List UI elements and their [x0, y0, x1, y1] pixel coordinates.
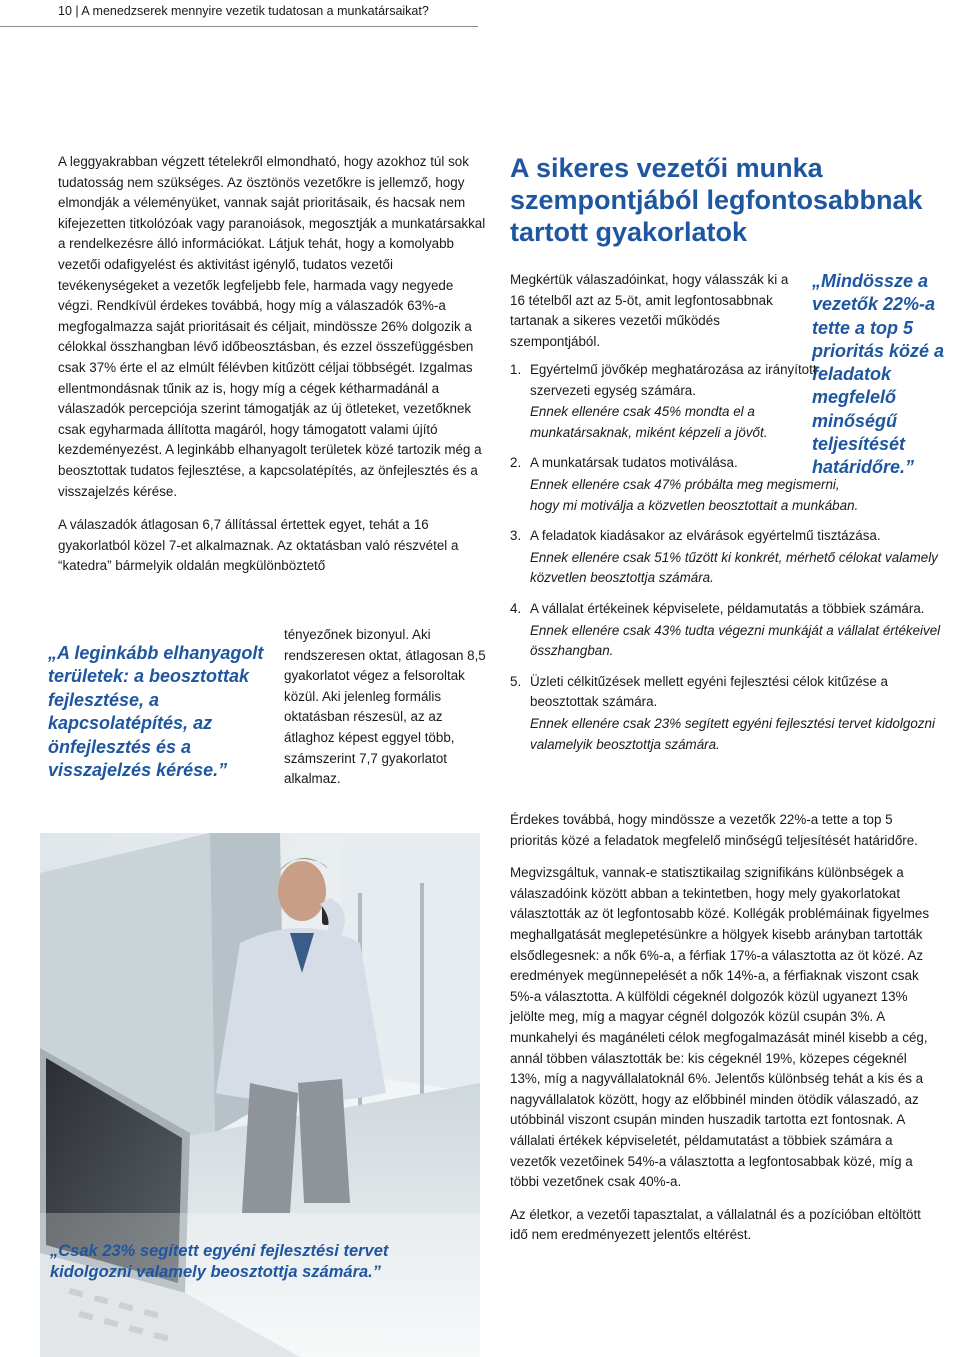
- list-item-number: 1.: [510, 362, 522, 377]
- list-item-note: Ennek ellenére csak 51% tűzött ki konkrét, mérhető célokat valamely közvetlen beosztottja számára.: [530, 549, 938, 586]
- right-body-text: [510, 810, 935, 1246]
- list-item-number: 3.: [510, 528, 522, 544]
- list-item: [510, 672, 950, 755]
- list-item-note: Ennek ellenére csak 45% mondta el a munkatársaknak, miként képzeli a jövőt.: [530, 404, 768, 440]
- right-paragraph-2: Megvizsgáltuk, vannak-e statisztikailag szignifikáns különbségek a válaszadóink között abban a tekintetben, hogy mely gyakorlatokat választották az öt legfontosabb közé. Kollégák problémáinak figyelmes meghallgatását meglepetésünkre a hölgyek kisebb arányban tartották elsődlegesnek: a nők 6%-a, a férfiak 17%-a választotta az öt közé. Az eredmények megünnepelését a nők 14%-a, a férfiaknak viszont csak 5%-a választotta. A külföldi cégeknél dolgozók közül ugyanezt 13% jelölte meg, míg a magyar cégnél dolgozók közül csupán 3%. A munkahelyi és magánéleti célok megfogalmazását minél kisebb a cég, annál többen választották be: kis cégeknél 19%, közepes cégeknél 13%, míg a nagyvállalatoknál 6%. Jelentős különbség tehát a kis és a nagyvállalatok között, hogy az előbbinél minden ötödik válaszadó, az utóbbinál viszont csupán minden huszadik tartotta ezt fontosnak. A vállalati értékek képviseletét, példamutatást a többiek számára a vezetők vezetőinek 54%-a választotta a legfontosabbak közé, míg a többi vezetőnek csak 40%-a.: [510, 865, 930, 1190]
- list-item-note: Ennek ellenére csak 47% próbálta meg megismerni, hogy mi motiválja a közvetlen beosztottait a munkában.: [530, 476, 859, 513]
- left-paragraph-2: A válaszadók átlagosan 6,7 állítással értettek egyet, tehát a 16 gyakorlatból közel 7-et alkalmaznak. Az oktatásban való részvétel a “katedra” bármelyik oldalán megkülönböztető: [58, 517, 459, 574]
- right-intro: [510, 270, 795, 352]
- list-item-note: Ennek ellenére csak 43% tudta végezni munkáját a vállalat értékeivel összhangban.: [530, 622, 941, 659]
- list-item: [510, 453, 875, 516]
- page-header-text: 10 | A menedzserek mennyire vezetik tudatosan a munkatársaikat?: [58, 4, 429, 18]
- list-item: [510, 526, 950, 589]
- list-item-number: 4.: [510, 600, 522, 616]
- section-title: A sikeres vezetői munka szempontjából legfontosabbnak tartott gyakorlatok: [510, 153, 923, 247]
- practices-list: [510, 360, 950, 765]
- right-paragraph-3: Az életkor, a vezetői tapasztalat, a vállalatnál és a pozícióban eltöltött idő nem eredményezett jelentős eltérést.: [510, 1206, 921, 1243]
- left-body-text: [58, 152, 488, 577]
- list-item-text: A feladatok kiadásakor az elvárások egyértelmű tisztázása.: [530, 528, 881, 544]
- left-paragraph-2b: tényezőnek bizonyul. Aki rendszeresen oktat, átlagosan 8,5 gyakorlatot végez a felsoroltak közül. Aki jelenleg formális oktatásban részesül, az az átlaghoz képest eggyel több, számszerint 7,7 gyakorlatot alkalmaz.: [284, 627, 486, 787]
- list-item-text: A vállalat értékeinek képviselete, példamutatás a többiek számára.: [530, 600, 925, 616]
- list-item: [510, 599, 950, 662]
- left-paragraph-1: A leggyakrabban végzett tételekről elmondható, hogy azokhoz túl sok tudatosság nem szükséges. Az ösztönös vezetőkre is jellemző, hogy elmondják a véleményüket, vannak saját prioritásaik, és hacsak nem kifejezetten titkolózóak vagy paranoiások, megosztják a munkatársakkal a rendelkezésre álló információkat. Látjuk tehát, hogy a komolyabb vezetői odafigyelést és aktivitást igénylő, tudatos vezetői tevékenységeket a vezetők legfeljebb fele, harmada vagy negyede végzi. Rendkívül érdekes továbbá, hogy míg a válaszadók 63%-a megfogalmazza saját prioritásait és céljait, mindössze 26% dolgozik a célokkal összhangban lévő időbeosztásban, és ezzel összefüggésben csak 37% érte el az elmúlt félévben kitűzött céljai többségét. Izgalmas ellentmondásnak tűnik az is, hogy míg a cégek kétharmadánál a válaszadók percepciója szerint támogatják az új ötleteket, vezetőknek csak egyharmada állította magáról, hogy támogatott valami újító kezdeményezést. A leginkább elhanyagolt területek közé tartozik még a beosztottak tudatos fejlesztése, a kapcsolatépítés, az önfejlesztés és a visszajelzés kérése.: [58, 154, 486, 499]
- list-item-note: Ennek ellenére csak 23% segített egyéni fejlesztési tervet kidolgozni valamelyik beosztottja számára.: [530, 715, 935, 752]
- list-item: [510, 360, 820, 443]
- list-item-text: Egyértelmű jövőkép meghatározása az irányított szervezeti egység számára.: [530, 362, 817, 398]
- pull-quote-development-plan: „Csak 23% segített egyéni fejlesztési tervet kidolgozni valamely beosztottja számára.”: [50, 1242, 389, 1281]
- right-paragraph-1: Érdekes továbbá, hogy mindössze a vezetők 22%-a tette a top 5 prioritás közé a feladatok megfelelő minőségű teljesítését határidőre.: [510, 812, 918, 848]
- list-item-number: 5.: [510, 673, 522, 689]
- page-header: [0, 0, 478, 27]
- list-item-text: Üzleti célkitűzések mellett egyéni fejlesztési célok kitűzése a beosztottak számára.: [530, 673, 888, 710]
- list-item-text: A munkatársak tudatos motiválása.: [530, 455, 738, 471]
- list-item-number: 2.: [510, 455, 522, 471]
- left-paragraph-2-continued: [284, 625, 494, 790]
- pull-quote-top5: „Mindössze a vezetők 22%-a tette a top 5 prioritás közé a feladatok megfelelő minőségű teljesítését határidőre.”: [812, 271, 945, 478]
- pull-quote-neglected-areas: „A leginkább elhanyagolt területek: a beosztottak fejlesztése, a kapcsolatépítés, az önfejlesztés és a visszajelzés kérése.”: [48, 643, 264, 781]
- right-intro-text: Megkértük válaszadóinkat, hogy válasszák ki a 16 tételből azt az 5-öt, amit legfontosabbnak tartanak a sikeres vezetői működés szempontjából.: [510, 272, 789, 349]
